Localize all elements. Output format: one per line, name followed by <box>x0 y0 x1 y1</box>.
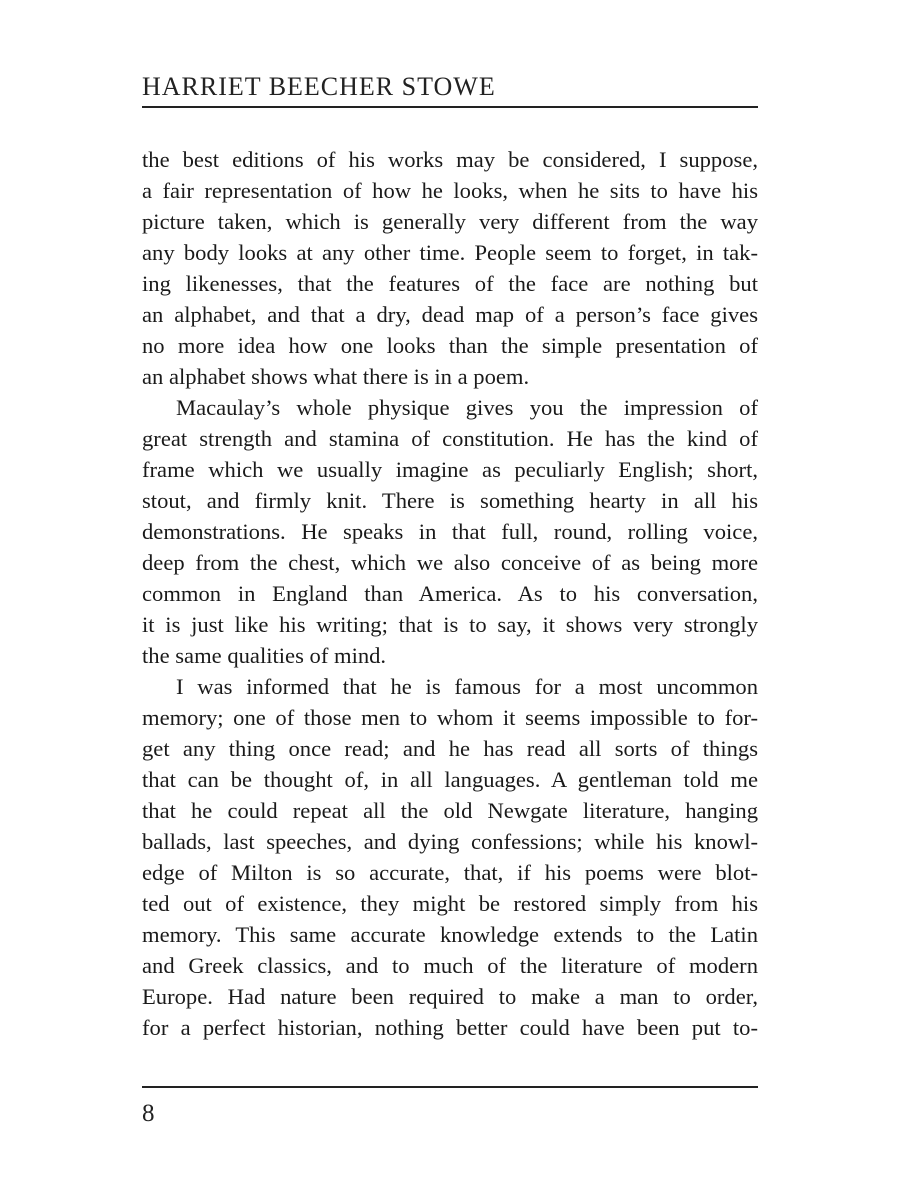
text-line: Macaulay’s whole physique gives you the impression of <box>176 395 758 420</box>
text-line: I was informed that he is famous for a most uncommon <box>176 674 758 699</box>
text-line: that he could repeat all the old Newgate literature, hanging <box>142 798 758 823</box>
page-number: 8 <box>142 1100 155 1127</box>
text-line: that can be thought of, in all languages. A gentleman told me <box>142 767 758 792</box>
footer-rule <box>142 1086 758 1088</box>
text-line: Europe. Had nature been required to make a man to order, <box>142 984 758 1009</box>
text-line: picture taken, which is generally very different from the way <box>142 209 758 234</box>
text-line: deep from the chest, which we also conceive of as being more <box>142 550 758 575</box>
text-line: frame which we usually imagine as peculiarly English; short, <box>142 457 758 482</box>
text-line: an alphabet shows what there is in a poem. <box>142 364 530 389</box>
text-line: demonstrations. He speaks in that full, round, rolling voice, <box>142 519 758 544</box>
text-line: get any thing once read; and he has read all sorts of things <box>142 736 758 761</box>
text-line: common in England than America. As to his conversation, <box>142 581 758 606</box>
text-line: an alphabet, and that a dry, dead map of a person’s face gives <box>142 302 758 327</box>
text-line: ballads, last speeches, and dying confessions; while his knowl- <box>142 829 758 854</box>
text-line: any body looks at any other time. People seem to forget, in tak- <box>142 240 758 265</box>
text-line: edge of Milton is so accurate, that, if his poems were blot- <box>142 860 758 885</box>
text-line: and Greek classics, and to much of the literature of modern <box>142 953 758 978</box>
text-line: great strength and stamina of constitution. He has the kind of <box>142 426 758 451</box>
text-line: for a perfect historian, nothing better could have been put to- <box>142 1015 758 1040</box>
text-line: no more idea how one looks than the simple presentation of <box>142 333 758 358</box>
text-line: ing likenesses, that the features of the face are nothing but <box>142 271 758 296</box>
text-line: memory. This same accurate knowledge extends to the Latin <box>142 922 758 947</box>
text-line: a fair representation of how he looks, when he sits to have his <box>142 178 758 203</box>
text-line: ted out of existence, they might be restored simply from his <box>142 891 758 916</box>
text-line: it is just like his writing; that is to say, it shows very strongly <box>142 612 758 637</box>
running-header: HARRIET BEECHER STOWE <box>142 72 496 101</box>
text-line: memory; one of those men to whom it seems impossible to for- <box>142 705 758 730</box>
text-line: the same qualities of mind. <box>142 643 387 668</box>
text-line: the best editions of his works may be considered, I suppose, <box>142 147 758 172</box>
header-rule <box>142 106 758 108</box>
text-line: stout, and firmly knit. There is something hearty in all his <box>142 488 758 513</box>
